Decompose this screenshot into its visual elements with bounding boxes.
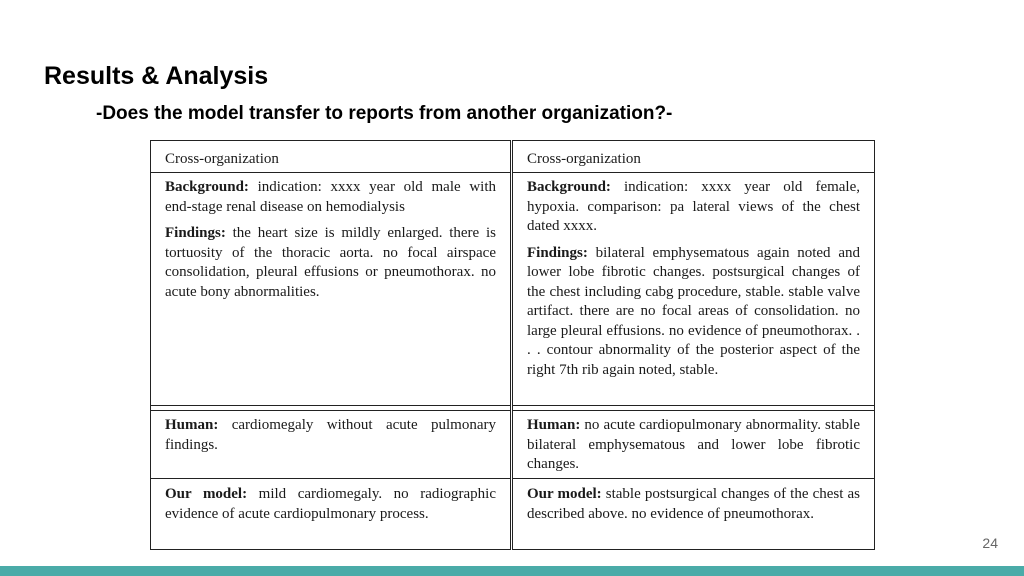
findings-text: the heart size is mildly enlarged. there is tortuosity of the thoracic aorta. no focal airspace consolidation, pleural effusions or pneumothorax. no acute bony abnormalities. xyxy=(165,225,496,300)
table-rule xyxy=(513,405,874,406)
human-summary-cell xyxy=(165,416,496,455)
report-column-left xyxy=(150,140,511,550)
model-summary-cell xyxy=(527,485,860,524)
table-rule xyxy=(151,410,510,411)
page-number: 24 xyxy=(982,535,998,551)
table-rule xyxy=(513,478,874,479)
findings-paragraph xyxy=(527,244,860,381)
findings-label: Findings: xyxy=(165,225,226,241)
findings-text: bilateral emphysematous again noted and lower lobe fibrotic changes. postsurgical changes of the chest including cabg procedure, stable. stable valve artifact. there are no focal areas of consolidation. no large pleural effusions. no evidence of pneumothorax. . . . contour abnormality of the posterior aspect of the right 7th rib again noted, stable. xyxy=(527,244,860,378)
table-rule xyxy=(151,405,510,406)
column-header: Cross-organization xyxy=(165,151,279,167)
slide-subtitle: -Does the model transfer to reports from another organization?- xyxy=(96,103,673,124)
model-label: Our model: xyxy=(165,486,248,502)
table-rule xyxy=(151,140,510,141)
table-rule xyxy=(513,549,874,550)
model-text: stable postsurgical changes of the chest as described above. no evidence of pneumothorax. xyxy=(527,486,861,522)
table-rule xyxy=(513,410,874,411)
human-label: Human: xyxy=(527,417,581,433)
footer-accent-bar xyxy=(0,566,1024,576)
model-label: Our model: xyxy=(527,486,602,502)
table-rule xyxy=(513,140,874,141)
model-summary-cell xyxy=(165,485,496,524)
report-cell xyxy=(165,178,496,302)
table-rule xyxy=(151,549,510,550)
background-text: indication: xxxx year old female, hypoxia. comparison: pa lateral views of the chest dated xxxx. xyxy=(527,179,860,234)
human-summary-cell xyxy=(527,416,860,475)
report-column-right xyxy=(512,140,875,550)
background-label: Background: xyxy=(165,179,249,195)
human-label: Human: xyxy=(165,417,219,433)
slide-title: Results & Analysis xyxy=(44,62,269,90)
human-text: no acute cardiopulmonary abnormality. stable bilateral emphysematous and lower lobe fibrotic changes. xyxy=(527,417,860,472)
background-text: indication: xxxx year old male with end-stage renal disease on hemodialysis xyxy=(165,179,496,215)
model-text: mild cardiomegaly. no radiographic evidence of acute cardiopulmonary process. xyxy=(165,486,496,522)
table-rule xyxy=(513,172,874,173)
findings-label: Findings: xyxy=(527,244,588,261)
column-header: Cross-organization xyxy=(527,151,641,167)
report-comparison-figure xyxy=(150,140,875,550)
table-rule xyxy=(151,478,510,479)
report-cell xyxy=(527,178,860,380)
table-rule xyxy=(151,172,510,173)
background-paragraph xyxy=(527,178,860,237)
human-text: cardiomegaly without acute pulmonary findings. xyxy=(165,417,496,453)
background-label: Background: xyxy=(527,179,611,195)
background-paragraph xyxy=(165,178,496,217)
findings-paragraph xyxy=(165,224,496,302)
